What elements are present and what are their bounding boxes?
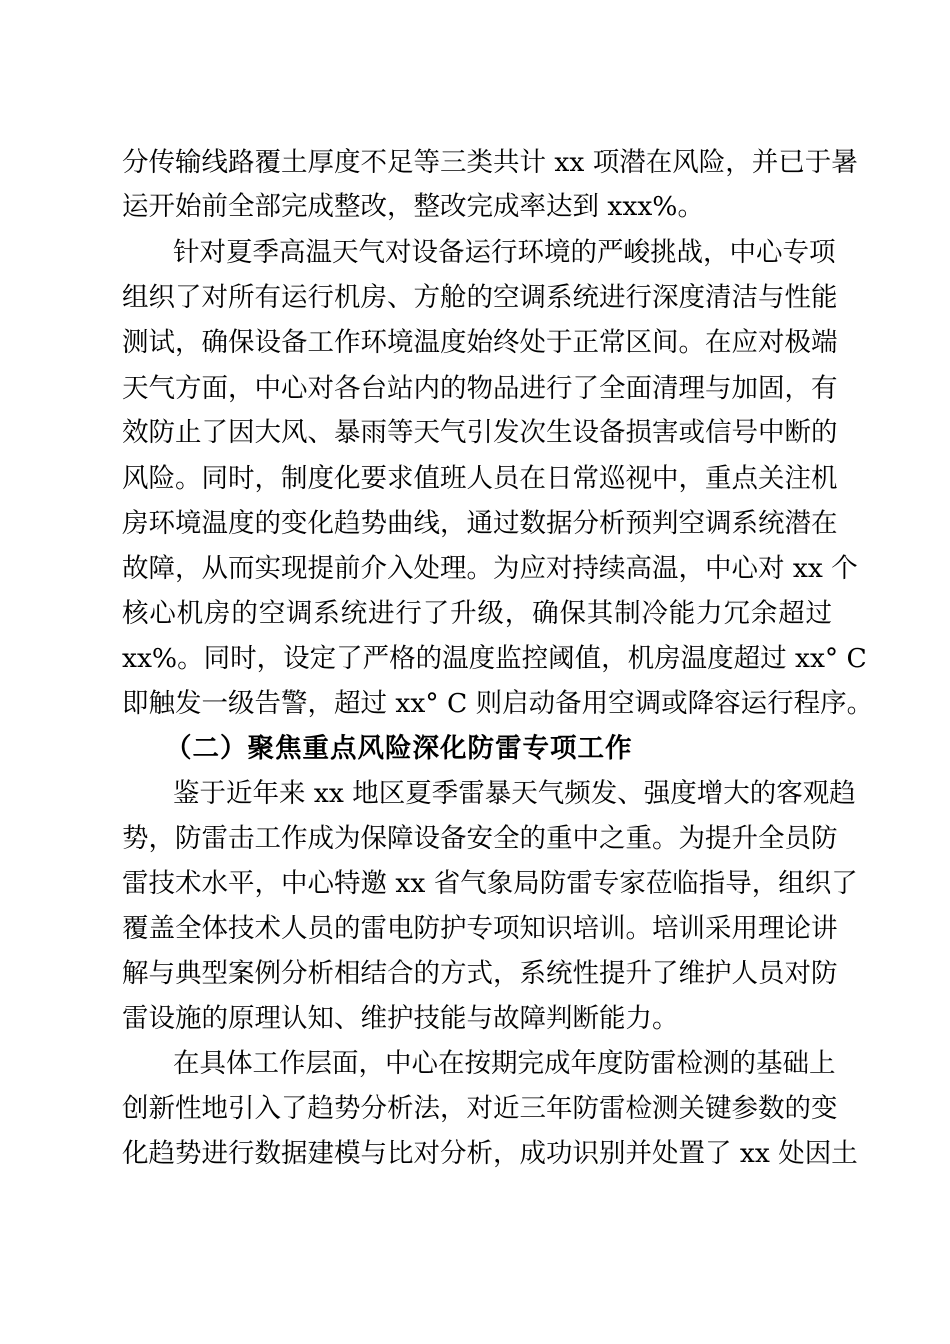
paragraph-3-line-4: 覆盖全体技术人员的雷电防护专项知识培训。培训采用理论讲 [122,913,838,944]
paragraph-1-line-2: 运开始前全部完成整改，整改完成率达到 xxx%。 [122,191,704,222]
paragraph-2-line-3: 测试，确保设备工作环境温度始终处于正常区间。在应对极端 [122,327,838,358]
section-heading: （二）聚焦重点风险深化防雷专项工作 [165,733,633,764]
paragraph-2-line-5: 效防止了因大风、暴雨等天气引发次生设备损害或信号中断的 [122,417,838,448]
paragraph-4-line-3: 化趋势进行数据建模与比对分析，成功识别并处置了 xx 处因土 [122,1138,858,1169]
paragraph-4-line-1: 在具体工作层面，中心在按期完成年度防雷检测的基础上 [173,1048,836,1079]
paragraph-3-line-1: 鉴于近年来 xx 地区夏季雷暴天气频发、强度增大的客观趋 [173,778,856,809]
paragraph-1-line-1: 分传输线路覆土厚度不足等三类共计 xx 项潜在风险，并已于暑 [122,147,858,178]
paragraph-2-line-7: 房环境温度的变化趋势曲线，通过数据分析预判空调系统潜在 [122,508,838,539]
paragraph-2-line-2: 组织了对所有运行机房、方舱的空调系统进行深度清洁与性能 [122,282,838,313]
paragraph-2-line-8: 故障，从而实现提前介入处理。为应对持续高温，中心对 xx 个 [122,553,858,584]
paragraph-3-line-3: 雷技术水平，中心特邀 xx 省气象局防雷专家莅临指导，组织了 [122,868,858,899]
paragraph-2-line-4: 天气方面，中心对各台站内的物品进行了全面清理与加固，有 [122,373,838,404]
paragraph-2-line-9: 核心机房的空调系统进行了升级，确保其制冷能力冗余超过 [122,598,832,629]
paragraph-4-line-2: 创新性地引入了趋势分析法，对近三年防雷检测关键参数的变 [122,1093,838,1124]
paragraph-3-line-2: 势，防雷击工作成为保障设备安全的重中之重。为提升全员防 [122,823,838,854]
paragraph-2-line-11: 即触发一级告警，超过 xx° C 则启动备用空调或降容运行程序。 [122,688,874,719]
paragraph-2-line-6: 风险。同时，制度化要求值班人员在日常巡视中，重点关注机 [122,463,838,494]
paragraph-2-line-10: xx%。同时，设定了严格的温度监控阈值，机房温度超过 xx° C [122,643,867,674]
paragraph-3-line-6: 雷设施的原理认知、维护技能与故障判断能力。 [122,1003,679,1034]
paragraph-3-line-5: 解与典型案例分析相结合的方式，系统性提升了维护人员对防 [122,958,838,989]
paragraph-2-line-1: 针对夏季高温天气对设备运行环境的严峻挑战，中心专项 [173,237,836,268]
